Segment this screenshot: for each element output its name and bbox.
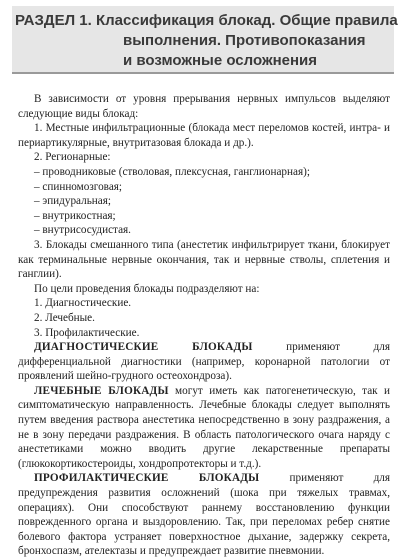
body-text [18, 92, 390, 559]
preventive-paragraph [18, 471, 390, 559]
heading-line-3: и возможные осложнения [123, 52, 318, 69]
purpose-preventive: 3. Профилактические. [34, 326, 140, 339]
diagnostic-paragraph [18, 340, 390, 384]
section-heading [12, 6, 398, 74]
list-item-regional: 2. Регионарные: [34, 151, 111, 164]
diagnostic-text: применяют для дифференциальной диагностики (например, коронарной патологии от проявлений шейно-грудного остеохондроза). [18, 341, 390, 383]
intro-paragraph: В зависимости от уровня прерывания нервных импульсов выделяют следующие виды блокад: [18, 93, 390, 120]
therapeutic-paragraph [18, 384, 390, 472]
section-label: РАЗДЕЛ 1. [15, 12, 92, 29]
section-heading-text [15, 11, 398, 71]
preventive-text: применяют для предупреждения развития осложнений (шока при тяжелых травмах, операциях). Они способствуют раннему восстановлению функции поврежденного органа и выздоровлению. Так, при переломах ребер снятие болевого фактора устраняет поверхностное дыхание, задержку секрета, бронхоспазм, ателектазы и предупреждает развитие пневмонии. [18, 472, 390, 558]
purpose-diagnostic: 1. Диагностические. [34, 297, 132, 310]
list-item-mixed: 3. Блокады смешанного типа (анестетик инфильтрирует ткани, блокирует как терминальные нервные окончания, так и нервные стволы, сплетения и ганглии). [18, 238, 390, 281]
regional-intraosseous: – внутрикостная; [34, 209, 116, 222]
regional-conduction: – проводниковые (стволовая, плексусная, ганглионарная); [34, 165, 310, 178]
regional-intravascular: – внутрисосудистая. [34, 224, 131, 237]
purpose-therapeutic: 2. Лечебные. [34, 311, 95, 324]
diagnostic-term: ДИАГНОСТИЧЕСКИЕ БЛОКАДЫ [34, 341, 253, 354]
regional-epidural: – эпидуральная; [34, 195, 112, 208]
regional-spinal: – спинномозговая; [34, 180, 123, 193]
heading-line-1: Классификация блокад. Общие правила [95, 12, 398, 29]
list-item-local: 1. Местные инфильтрационные (блокада мест переломов костей, интра- и периартикулярные, внутритазовая блокада и др.). [18, 122, 390, 149]
heading-line-2: выполнения. Противопоказания [123, 32, 366, 49]
therapeutic-term: ЛЕЧЕБНЫЕ БЛОКАДЫ [34, 384, 169, 397]
purpose-paragraph: По цели проведения блокады подразделяют на: [34, 282, 260, 295]
preventive-term: ПРОФИЛАКТИЧЕСКИЕ БЛОКАДЫ [34, 472, 260, 485]
therapeutic-text: могут иметь как патогенетическую, так и симптоматическую направленность. Лечебные блокады следует выполнять путем введения раствора анестетика непосредственно в зону раздражения, а не в зону передачи раздражения. В область патологического очага наряду с анестетиками можно вводить другие лекарственные препараты (глюкокортикостероиды, хондропротекторы и т.д.). [18, 384, 390, 470]
